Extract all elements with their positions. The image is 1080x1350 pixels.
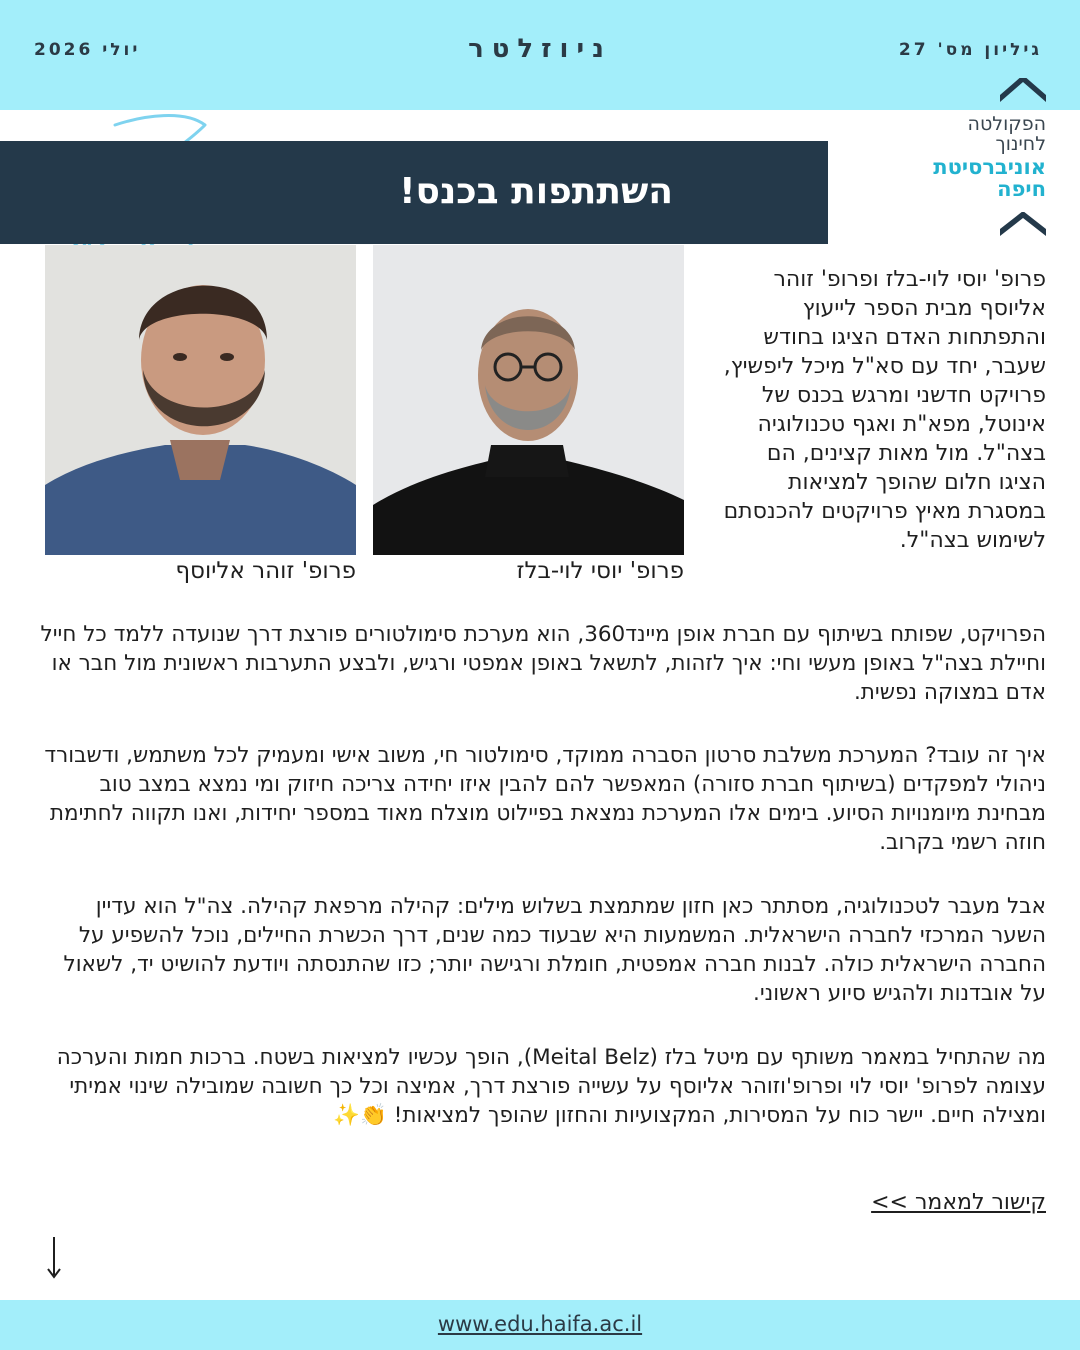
issue-date: יולי 2026 bbox=[34, 40, 141, 60]
photo-yossi-levi-belz bbox=[373, 245, 684, 555]
logo-line-university: אוניברסיטת bbox=[933, 155, 1046, 179]
page-title: השתתפות בכנס! bbox=[399, 171, 673, 212]
logo-line-education: לחינוך bbox=[995, 133, 1046, 155]
footer-band bbox=[0, 1300, 1080, 1350]
website-link[interactable]: www.edu.haifa.ac.il bbox=[437, 1312, 643, 1336]
logo-line-haifa: חיפה bbox=[997, 177, 1046, 201]
intro-paragraph: פרופ' יוסי לוי-בלז ופרופ' זוהר אליוסף מבית הספר לייעוץ והתפתחות האדם הציגו בחודש שעבר, יחד עם סא"ל מיכל ליפשיץ, פרויקט חדשני ומרגש בכנס של אינוטל, מפא"ת ואגף טכנולוגיה בצה"ל. מול מאות קצינים, הם הציגו חלום שהופך למציאות במסגרת מאיץ פרויקטים להכנסתם לשימוש בצה"ל. bbox=[723, 267, 1046, 553]
caption-yossi: פרופ' יוסי לוי-בלז bbox=[516, 558, 684, 584]
headline-bar bbox=[0, 141, 828, 244]
paragraph-congrats: מה שהתחיל במאמר משותף עם מיטל בלז (Meital Belz), הופך עכשיו למציאות בשטח. ברכות חמות והערכה עצומה לפרופ' יוסי לוי ופרופ'וזוהר אליוסף על עשייה פורצת דרך, אמיצה וכל כך חשובה שמובילה שינוי אמיתי ומצילה חיים. יישר כוח על המסירות, המקצועיות והחזון שהופך למציאות! 👏✨ bbox=[56, 1045, 1046, 1128]
faculty-logo bbox=[906, 78, 1046, 238]
newsletter-title: ניוזלטר bbox=[468, 34, 612, 64]
paragraph-vision: אבל מעבר לטכנולוגיה, מסתתר כאן חזון שמתמצת בשלוש מילים: קהילה מרפאת קהילה. צה"ל הוא עדיין השער המרכזי לחברה הישראלית. המשמעות היא שבעוד כמה שנים, דרך הכשרת החיילים, נוכל להשפיע על החברה הישראלית כולה. לבנות חברה אמפטית, חומלת ורגישה יותר; כזו שהתנסתה ויודעת להושיט יד, לשאול על אובדנות ולהגיש סיוע ראשוני. bbox=[63, 894, 1046, 1006]
article-link[interactable]: קישור למאמר >> bbox=[871, 1190, 1046, 1215]
chevron-up-icon bbox=[1000, 78, 1046, 104]
logo-line-faculty: הפקולטה bbox=[967, 113, 1046, 135]
paragraph-project: הפרויקט, שפותח בשיתוף עם חברת אופן מיינד360, הוא מערכת סימולטורים פורצת דרך שנועדה ללמד כל חייל וחיילת בצה"ל באופן מעשי וחי: איך לזהות, לתשאל באופן אמפטי ורגיש, ולבצע התערבות ראשונית מול חבר או אדם במצוקה נפשית. bbox=[40, 622, 1046, 705]
caption-zohar: פרופ' זוהר אליוסף bbox=[175, 558, 356, 584]
photo-zohar-elyoseph bbox=[45, 245, 356, 555]
paragraph-how-it-works: איך זה עובד? המערכת משלבת סרטון הסברה ממוקד, סימולטור חי, משוב אישי ומעמיק לכל משתמש, ודשבורד ניהולי למפקדים (בשיתוף חברת סזורה) המאפשר להם להבין איזו יחידה צריכה חיזוק ומי נמצא במצב טוב מבחינת מיומנויות הסיוע. בימים אלו המערכת נמצאת בפיילוט מוצלח מאוד במספר יחידות, ואנו תקווה לחתימת חוזה רשמי בקרוב. bbox=[44, 743, 1046, 855]
chevron-icon bbox=[1000, 212, 1046, 238]
arrow-down-icon bbox=[44, 1235, 64, 1279]
issue-number: גיליון מס' 27 bbox=[898, 40, 1042, 60]
